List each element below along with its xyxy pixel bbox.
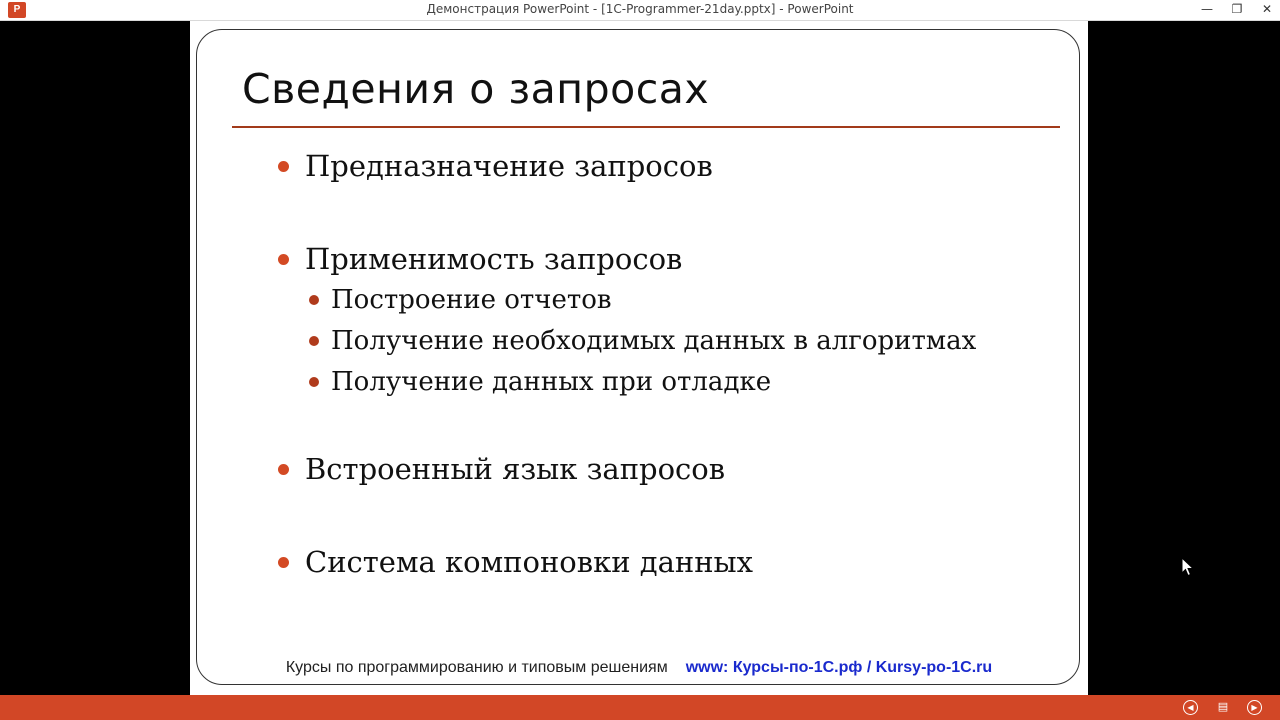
slideshow-control-bar [0,695,1280,720]
bullet-text: Система компоновки данных [305,545,753,579]
sub-bullet-text: Получение необходимых данных в алгоритмах [331,326,977,356]
bullet-item [278,452,725,486]
bullet-dot-icon [278,557,289,568]
bullet-text: Встроенный язык запросов [305,452,726,486]
slide-menu-icon[interactable]: ▤ [1217,700,1229,713]
powerpoint-app-icon: P [8,2,26,18]
bullet-text: Предназначение запросов [305,149,713,183]
bullet-text: Применимость запросов [305,242,683,276]
bullet-item [278,545,753,579]
minimize-button[interactable]: — [1201,2,1213,16]
title-divider [232,126,1060,128]
bullet-dot-icon [309,295,319,305]
sub-bullet-text: Построение отчетов [331,285,612,315]
next-slide-icon[interactable]: ▶ [1247,700,1262,715]
restore-button[interactable]: ❐ [1231,2,1243,16]
sub-bullet-text: Получение данных при отладке [331,367,772,397]
bullet-item [278,242,682,276]
slide-title: Сведения о запросах [242,65,710,113]
window-title-bar [0,0,1280,21]
window-title: Демонстрация PowerPoint - [1C-Programmer-21day.pptx] - PowerPoint [426,2,854,16]
bullet-dot-icon [278,161,289,172]
bullet-dot-icon [309,377,319,387]
close-button[interactable]: ✕ [1261,2,1273,16]
footer-text: Курсы по программированию и типовым решениям [285,659,668,676]
previous-slide-icon[interactable]: ◀ [1183,700,1198,715]
bullet-dot-icon [309,336,319,346]
bullet-item [278,149,713,183]
footer-web-link[interactable]: www: Курсы-по-1С.рф / Kursy-po-1C.ru [685,659,993,676]
bullet-dot-icon [278,464,289,475]
bullet-dot-icon [278,254,289,265]
slide[interactable] [190,21,1088,695]
sub-bullet-item [309,285,612,315]
slide-footer [190,659,1088,677]
mouse-cursor-icon [1181,557,1195,577]
sub-bullet-item [309,326,976,356]
sub-bullet-item [309,367,771,397]
